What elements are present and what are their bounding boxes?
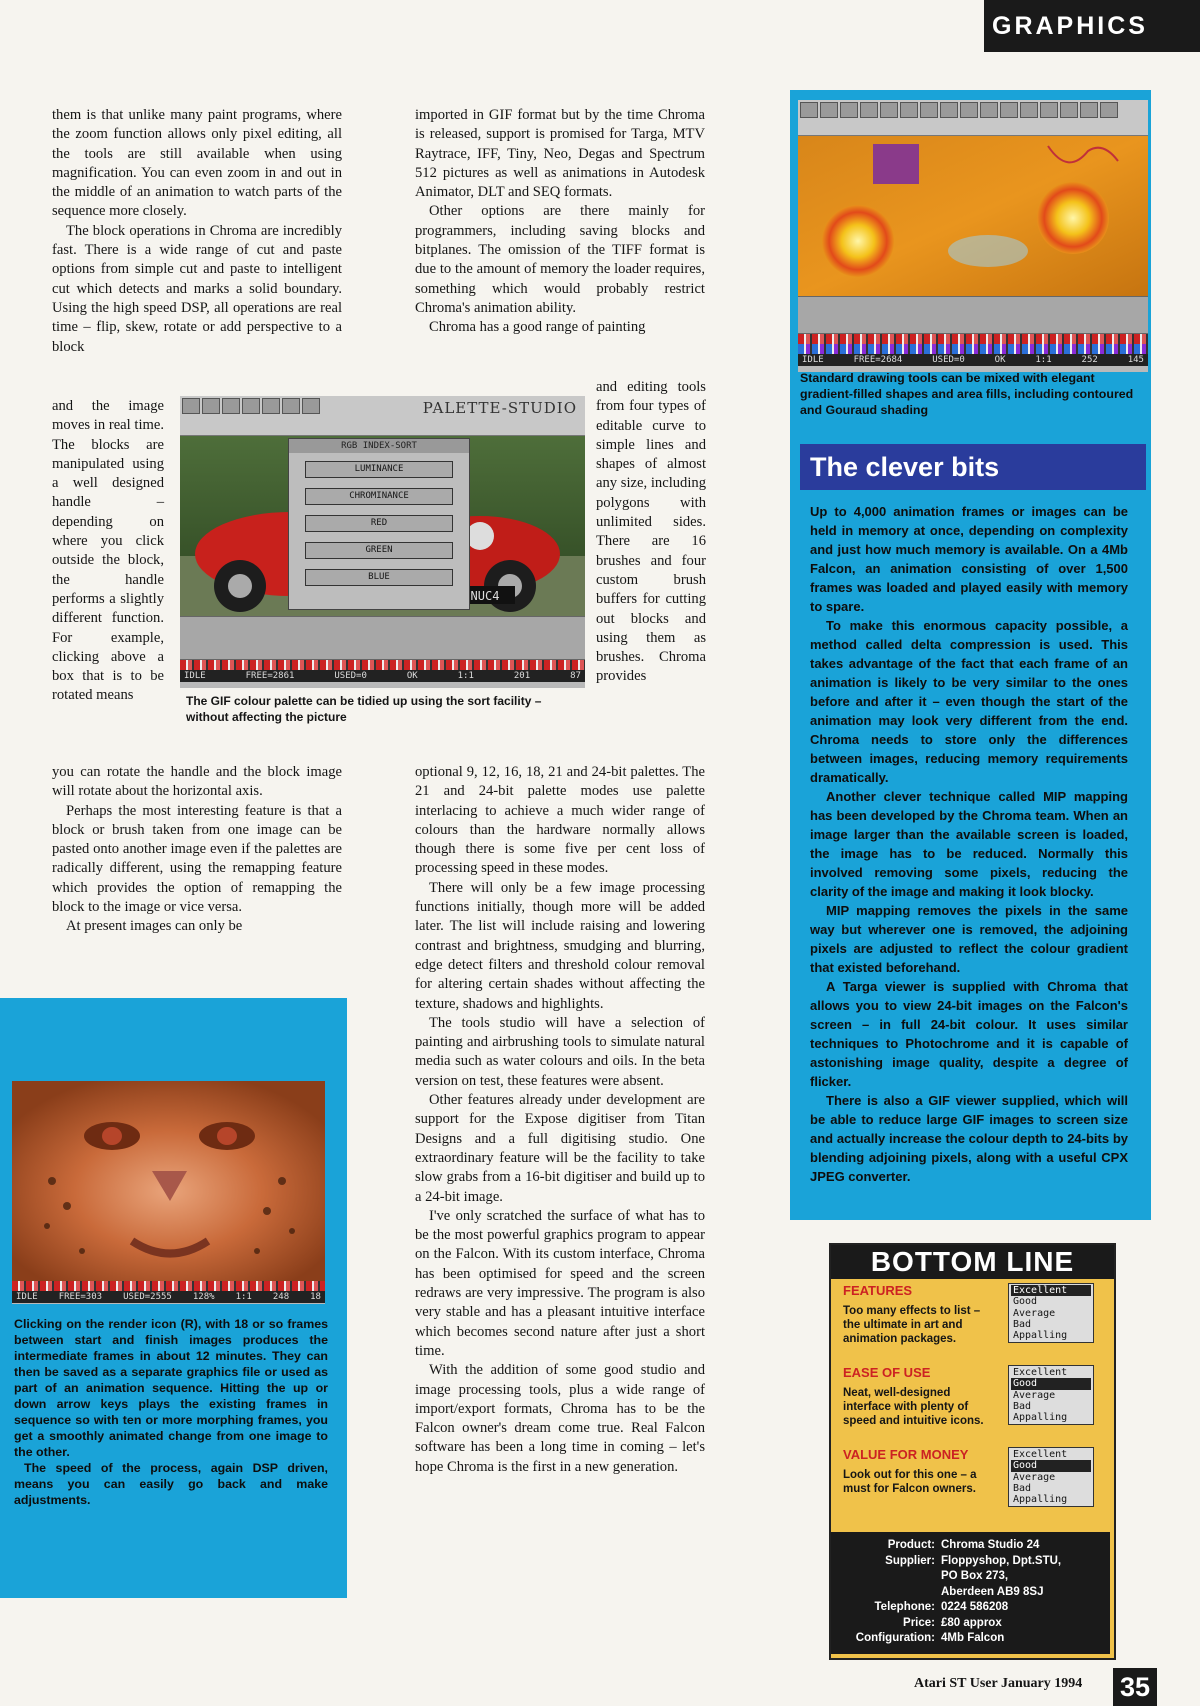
clever-para: A Targa viewer is supplied with Chroma that allows you to view 24-bit images on the Falcon's screen – in full 24-bit colour. It uses similar techniques to Photochrome and it is capable of astonishing image quality, despite a degree of flicker. [810,979,1128,1089]
col1-after-1: you can rotate the handle and the block image will rotate about the horizontal axis. [52,764,342,800]
status-item: OK [994,355,1006,365]
rating-level: Appalling [1013,1494,1068,1506]
cheetah-face-image [12,1081,325,1281]
col2-after-3: The tools studio will have a selection of painting and airbrushing tools to simulate natural media such as water colours and oils. In the beta version on test, these features were absent. [415,1014,705,1089]
rating-level: Average [1013,1307,1056,1319]
status-item: 128% [192,1292,215,1302]
rating-level: Good [1013,1296,1038,1308]
clever-para: To make this enormous capacity possible, a method called delta compression is used. This takes advantage of the fact that each frame of an animation is likely to be very similar to the ones before and after it – even though the start of the animation may look very different from the end. Chroma needs to store only the differences between images, reducing memory requirements dramatically. [810,618,1128,785]
rating-level: Excellent [1013,1449,1068,1460]
gradient-screenshot [798,100,1148,372]
rating-level: Good [1011,1460,1091,1471]
status-item: USED=0 [334,671,367,681]
gradient-caption: Standard drawing tools can be mixed with elegant gradient-filled shapes and area fills, including contoured and Gouraud shading [800,371,1134,417]
rating-level: Average [1013,1471,1056,1483]
rating-scale [1008,1283,1094,1343]
info-key: Product: [887,1539,935,1551]
palette-strip [798,344,1148,354]
status-item: 1:1 [457,671,474,681]
section-text: Look out for this one – a must for Falcon owners. [843,1469,977,1495]
sort-menu-item[interactable]: BLUE [305,569,453,586]
rating-scale [1008,1447,1094,1507]
col2-para-1: imported in GIF format but by the time Chroma is released, support is promised for Targa, MTV Raytrace, IFF, Tiny, Neo, Degas and Spectrum 512 pictures as well as animations in Autodesk Animator, DLT and SEQ formats. [415,107,705,201]
status-item: 1:1 [235,1292,252,1302]
status-item: 201 [513,671,531,681]
rating-level: Average [1013,1389,1056,1401]
clever-para: There is also a GIF viewer supplied, which will be able to reduce large GIF images to screen size and actually increase the colour depth to 24-bits by blending adjoining pixels, along with a useful CPX JPEG converter. [810,1093,1128,1184]
palette-strip [180,660,585,670]
rating-level: Bad [1013,1482,1032,1494]
info-key: Supplier: [885,1554,935,1567]
column-2-top [415,106,705,338]
rating-section-ease [843,1365,1105,1428]
status-item: FREE=303 [58,1292,103,1302]
bottom-line-box [829,1243,1116,1660]
info-value: 0224 586208 [941,1601,1009,1613]
status-item: 87 [570,671,581,681]
clever-bits-text [810,502,1128,1186]
section-text: Too many effects to list – the ultimate in art and animation packages. [843,1305,981,1345]
column-2-wrap [596,378,706,687]
section-title: VALUE FOR MONEY [843,1447,969,1462]
screenshot-toolbar [180,396,585,436]
clever-para: MIP mapping removes the pixels in the same way but wherever one is removed, the adjoining pixels are adjusted to reflect the colour gradient that existed beforehand. [810,903,1128,975]
status-item: 248 [272,1292,290,1302]
status-item: IDLE [184,671,206,681]
sort-menu-item[interactable]: CHROMINANCE [305,488,453,505]
status-item: FREE=2861 [245,671,295,681]
clever-bits-heading: The clever bits [800,444,1146,490]
col1-after-3: At present images can only be [66,918,243,935]
rating-level: Excellent [1011,1285,1091,1296]
info-key: Telephone: [874,1601,935,1613]
palette-studio-screenshot [180,396,585,688]
info-value: Chroma Studio 24 [941,1539,1040,1551]
frame-slider[interactable] [798,296,1148,334]
render-caption-1: Clicking on the render icon (R), with 18 or so frames between start and finish images produces the intermediate frames in about 12 minutes. They can then be saved as a separate graphics file or used as part of an animation sequence. Hitting the up or down arrow keys plays the existing frames in sequence so with ten or more morphing frames, you get a smoothly animated change from one image to the other. [14,1317,328,1459]
col1-after-2: Perhaps the most interesting feature is that a block or brush taken from one image can be pasted onto another image even if the palettes are radically different, using the remapping feature which provides the option of remapping the block to the image or vice versa. [52,802,342,916]
palette-caption: The GIF colour palette can be tidied up using the sort facility – without affecting the picture [186,694,542,724]
col1-wrap-text: and the image moves in real time. The blocks are manipulated using a well designed handle – depending on where you click outside the block, the handle performs a slightly different function. For example, clicking above a box that is to be rotated means [52,398,164,704]
frame-slider[interactable] [180,616,585,660]
col2-after-6: With the addition of some good studio and image processing tools, plus a wide range of import/export formats, Chroma has to be the Falcon owner's dream come true. Real Falcon software has been a long time in coming – let's hope Chroma is the first in a new generation. [415,1362,705,1475]
col2-after-1: optional 9, 12, 16, 18, 21 and 24-bit palettes. The 21 and 24-bit palette modes use palette interlacing to achieve a much wider range of colours than the hardware normally allows though there is some five per cent loss of processing speed in these modes. [415,764,705,877]
rating-level: Appalling [1013,1330,1068,1342]
col2-after-5: I've only scratched the surface of what has to be the most powerful graphics program to appear on the Falcon. With its custom interface, Chroma has been optimised for speed and the screen redraws are very impressive. The program is also very stable and has a pleasant intuitive interface which becomes second nature after just a short time. [415,1207,705,1359]
status-item: 145 [1127,355,1144,365]
palette-studio-title: PALETTE-STUDIO [422,399,577,417]
rating-level: Excellent [1013,1367,1068,1378]
col2-wrap-text: and editing tools from four types of editable curve to simple lines and shapes of almost any size, including polygons with unlimited sides. There are 16 brushes and four custom brush buffers for cutting out blocks and using them as brushes. Chroma provides [596,379,706,685]
rating-section-features [843,1283,1105,1346]
column-1-top [52,106,342,357]
section-title: FEATURES [843,1283,913,1298]
screenshot-toolbar [798,100,1148,136]
info-key: Price: [903,1616,935,1629]
gradient-canvas [798,136,1148,296]
render-caption-2: The speed of the process, again DSP driven, means you can easily go back and make adjustments. [14,1461,328,1507]
status-item: 18 [310,1292,321,1302]
status-item: FREE=2684 [853,355,903,365]
render-box [0,998,347,1598]
section-text: Neat, well-designed interface with plenty of speed and intuitive icons. [843,1387,984,1427]
product-info [831,1532,1110,1654]
col2-after-4: Other features already under development are support for the Expose digitiser from Titan Designs and a full digitising studio. One extraordinary feature will be the facility to take slow grabs from a 16-bit digitiser and build up to a 24-bit image. [415,1092,705,1205]
col2-after-2: There will only be a few image processing functions initially, though more will be added later. The list will include raising and lowering contrast and brightness, smudging and blurring, edge detect filters and threshold colour removal for altering certain shades without affecting the texture, shadows and highlights. [415,879,705,1012]
col1-para-2: The block operations in Chroma are incredibly fast. There is a wide range of cut and paste options from simple cut and paste to intelligent cut which detects and marks a solid boundary. Using the high speed DSP, all operations are real time – flip, skew, rotate or add perspective to a block [52,222,342,355]
info-key: Configuration: [855,1632,935,1644]
page-number: 35 [1113,1668,1157,1706]
palette-strip [798,334,1148,344]
section-tag: GRAPHICS [984,0,1200,52]
clever-para: Another clever technique called MIP mapping has been developed by the Chroma team. When an image larger than the available screen is loaded, the image has to be reduced. Normally this involved removing some pixels, reducing the clarity of the image and making it look blocky. [810,789,1128,899]
column-2-bottom [415,763,705,1477]
status-item: IDLE [16,1292,38,1302]
sort-menu [288,438,470,610]
morph-screenshot [12,1081,325,1304]
status-item: 252 [1081,355,1098,365]
right-sidebar [790,90,1151,1220]
rating-level: Appalling [1013,1412,1068,1424]
info-value: Aberdeen AB9 8SJ [941,1585,1044,1598]
sort-menu-item[interactable]: LUMINANCE [305,461,453,478]
plate-text: NUC4 [470,589,500,603]
info-value: Floppyshop, Dpt.STU, [941,1554,1062,1567]
sort-menu-header: RGB INDEX-SORT [289,439,469,453]
column-1-bottom [52,763,342,937]
status-bar [798,354,1148,366]
status-item: 1:1 [1035,355,1052,365]
status-item: USED=0 [932,355,965,365]
issue-footer: Atari ST User January 1994 [914,1676,1083,1691]
rating-section-value [843,1447,1105,1506]
rating-level: Bad [1013,1400,1032,1412]
column-1-wrap [52,397,164,706]
status-bar [180,670,585,682]
status-bar [12,1291,325,1303]
palette-strip [12,1281,325,1291]
sort-menu-item[interactable]: GREEN [305,542,453,559]
info-value: £80 approx [941,1616,1002,1629]
status-item: USED=2555 [123,1292,172,1302]
col2-para-3: Chroma has a good range of painting [429,319,646,336]
rating-level: Bad [1013,1318,1032,1330]
status-item: OK [406,671,418,681]
status-item: IDLE [802,355,824,365]
rating-level: Good [1011,1378,1091,1389]
col1-para-1: them is that unlike many paint programs, where the zoom function allows only pixel editing, all the tools are still available when using magnification. You can even zoom in and out in the middle of an animation to watch parts of the sequence more closely. [52,107,342,220]
section-title: EASE OF USE [843,1365,931,1380]
rating-scale [1008,1365,1094,1425]
sort-menu-item[interactable]: RED [305,515,453,532]
render-caption [14,1316,328,1508]
clever-para: Up to 4,000 animation frames or images can be held in memory at once, depending on complexity and just how much memory is available. On a 4Mb Falcon, an animation consisting of over 1,500 frames was loaded and played easily with memory to spare. [810,504,1128,614]
info-value: 4Mb Falcon [941,1632,1005,1644]
col2-para-2: Other options are there mainly for programmers, including saving blocks and bitplanes. The omission of the TIFF format is due to the amount of memory the loader requires, something which would probably restrict Chroma's animation ability. [415,203,705,316]
bottom-line-heading: BOTTOM LINE [831,1245,1114,1279]
info-value: PO Box 273, [941,1570,1009,1582]
